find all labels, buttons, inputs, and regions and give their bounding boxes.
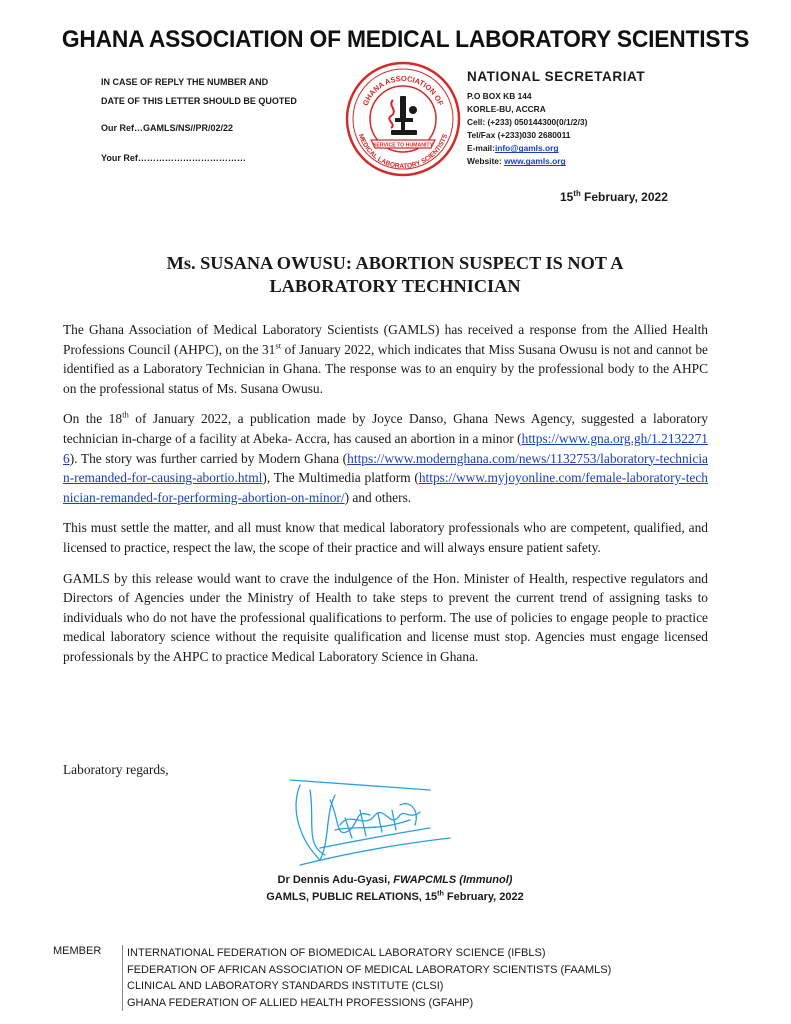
reference-block	[101, 72, 351, 163]
website-label: Website:	[467, 156, 505, 167]
seal-banner-text: SERVICE TO HUMANITY	[372, 142, 434, 149]
p1-superscript: st	[275, 340, 282, 351]
p2-text-b: of January 2022, a publication made by Joyce Danso, Ghana News Agency, suggested a laboratory technician in-charge of a facility at Abeka- Accra, has caused an abortion in a minor (	[63, 411, 709, 446]
letter-date	[560, 190, 710, 204]
signatory-role-line	[200, 889, 590, 906]
our-reference: Our Ref…GAMLS/NS//PR/02/22	[101, 123, 234, 133]
website-line	[467, 155, 727, 168]
p1-text-b: of January 2022, which indicates that Miss Susana Owusu is not and cannot be identified as a Laboratory Technician in Ghana. The response was to an enquiry by the professional body to the AHPC on the professional status of Ms. Susana Owusu.	[63, 341, 709, 396]
signatory-role-b: February, 2022	[443, 891, 524, 903]
signatory-name: Dr Dennis Adu-Gyasi,	[277, 874, 394, 886]
cell-number: Cell: (+233) 050144300(0/1/2/3)	[467, 117, 588, 128]
signatory-credentials: FWAPCMLS (Immunol)	[393, 874, 513, 886]
paragraph-4: GAMLS by this release would want to crave the indulgence of the Hon. Minister of Health, respective regulators and Directors of Agencies under the Ministry of Health to take steps to prevent the current trend of assigning tasks to individuals who do not have the professional qualifications to perform. The use of policies to engage people to practice medical laboratory science without the requisite qualification and license must stop. Agencies must engage licensed professionals by the AHPC to practice Medical Laboratory Science in Ghana.	[63, 570, 708, 664]
p2-text-d: ), The Multimedia platform (	[262, 470, 419, 486]
member-item: INTERNATIONAL FEDERATION OF BIOMEDICAL LABORATORY SCIENCE (IFBLS)	[127, 947, 546, 959]
member-item: CLINICAL AND LABORATORY STANDARDS INSTITUTE (CLSI)	[127, 980, 444, 993]
date-day: 15	[560, 190, 574, 204]
gna-link[interactable]: https://www.gna.org.gh/1.21322716	[63, 430, 708, 466]
signatory-role-sup: th	[437, 889, 444, 898]
secretariat-title: NATIONAL SECRETARIAT	[467, 69, 646, 84]
website-link[interactable]: www.gamls.org	[504, 156, 566, 167]
your-reference: Your Ref………………………………	[101, 153, 246, 163]
modernghana-link[interactable]: https://www.modernghana.com/news/1132753/laboratory-technician-remanded-for-causing-abortio.html	[63, 450, 708, 486]
national-secretariat-block	[467, 68, 727, 169]
email-line	[467, 142, 727, 155]
press-release-headline	[70, 252, 720, 298]
tel-fax: Tel/Fax (+233)030 2680011	[467, 130, 571, 141]
po-box: P.O BOX KB 144	[467, 91, 532, 101]
signatory-block	[200, 872, 590, 906]
paragraph-2	[63, 409, 708, 507]
paragraph-1	[63, 320, 708, 398]
headline-line1: Ms. SUSANA OWUSU: ABORTION SUSPECT IS NOT A	[166, 253, 624, 273]
email-link[interactable]: info@gamls.org	[494, 143, 559, 154]
handwritten-signature-icon	[280, 770, 460, 880]
date-suffix: th	[573, 189, 581, 198]
city: KORLE-BU, ACCRA	[467, 104, 546, 115]
p2-superscript: th	[122, 409, 129, 420]
reply-instruction-line1: IN CASE OF REPLY THE NUMBER AND	[101, 77, 269, 87]
association-seal-icon	[343, 60, 463, 178]
signatory-name-line	[200, 872, 590, 889]
myjoyonline-link[interactable]: https://www.myjoyonline.com/female-laboratory-technician-remanded-for-performing-abortion-on-minor/	[63, 470, 708, 505]
letter-body	[63, 320, 708, 678]
p2-text-a: On the 18	[63, 411, 123, 427]
seal-bottom-text: MEDICAL LABORATORY SCIENTISTS	[356, 133, 450, 171]
membership-list	[122, 945, 727, 1011]
seal-top-text: GHANA ASSOCIATION OF	[360, 73, 446, 108]
reply-instruction-line2: DATE OF THIS LETTER SHOULD BE QUOTED	[101, 96, 297, 106]
date-month-year: February, 2022	[580, 190, 668, 204]
p1-text-a: The Ghana Association of Medical Laboratory Scientists (GAMLS) has received a response from the Allied Health Professions Council (AHPC), on the 31	[63, 322, 708, 357]
paragraph-3: This must settle the matter, and all must know that medical laboratory professionals who are competent, qualified, and licensed to practice, respect the law, the scope of their practice and will always ensure patient safety.	[63, 520, 708, 555]
p2-text-e: ) and others.	[344, 489, 412, 505]
member-item: FEDERATION OF AFRICAN ASSOCIATION OF MEDICAL LABORATORY SCIENTISTS (FAAMLS)	[127, 963, 612, 976]
organization-title: GHANA ASSOCIATION OF MEDICAL LABORATORY SCIENTISTS	[61, 26, 750, 53]
closing-regards: Laboratory regards,	[63, 762, 169, 777]
member-item: GHANA FEDERATION OF ALLIED HEALTH PROFESSIONS (GFAHP)	[127, 996, 474, 1009]
p2-text-c: ). The story was further carried by Modern Ghana (	[69, 450, 348, 466]
email-label: E-mail:	[467, 143, 495, 154]
member-label: MEMBER	[53, 945, 102, 957]
headline-line2: LABORATORY TECHNICIAN	[269, 276, 521, 296]
signatory-role-a: GAMLS, PUBLIC RELATIONS, 15	[266, 891, 438, 903]
